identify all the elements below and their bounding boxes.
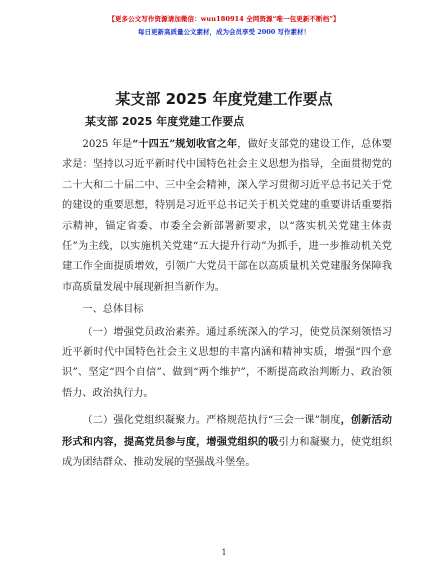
text-run: 引力和凝聚力，使党组织成为团结群众、推动发展的坚强战斗堡垒。 <box>62 436 393 469</box>
paragraph-overview <box>62 134 392 298</box>
paragraph-goal-1: （一）增强党员政治素养。通过系统深入的学习，使党员深刻领悟习近平新时代中国特色社会主义思想的丰富内涵和精神实质，增强“四个意识”、坚定“四个自信”、做到“两个维护”，不断提高政治判断力、政治领悟力、政治执行力。 <box>62 326 392 399</box>
text-run: 2025 年是 <box>82 139 133 150</box>
text-run: （二）强化党组织凝聚力。严格规范执行“三会一课”制度 <box>82 415 341 427</box>
section-heading: 一、总体目标 <box>82 304 144 316</box>
page-number: 1 <box>221 548 227 557</box>
document-subtitle: 某支部 2025 年度党建工作要点 <box>85 115 245 128</box>
document-title: 某支部 2025 年度党建工作要点 <box>115 90 333 108</box>
header-banner <box>0 14 448 36</box>
bold-run: ，创新活动形式和内容，提高党员参与度，增强党组织的吸 <box>62 414 392 448</box>
document-body <box>62 134 392 474</box>
paragraph-goal-2 <box>62 410 392 473</box>
banner-line-1: 【更多公文写作资源请加微信：wuu180914 全网资源“唯一包更新不断档”】 <box>108 15 340 23</box>
bold-run: “十四五”规划收官之年 <box>132 138 238 150</box>
text-run: ，总体要求是：坚持以习近平新时代中国特色社会主义思想为指导，全面贯彻党的二十大和二十届二中、三中全会精神，深入学习贯彻习近平总书记关于党的建设的重要思想，特别是习近平总书记关于机关党建的重要讲话重要指示精神，锚定省委、市委全会新部署新要求，以“落实机关党建主体责任”为主线，以实施机关党建“五大提升行动”为抓手，进一步推动机关党建工作全面提质增效，引领广大党员干部在以高质量机关党建服务保障我市高质量发展中展现新担当新作为。 <box>62 139 393 293</box>
text-run: ，做好支部党的建设工作 <box>237 139 351 150</box>
banner-line-2: 每日更新高质量公文素材，成为会员享受 2000 写作素材！ <box>137 28 311 36</box>
